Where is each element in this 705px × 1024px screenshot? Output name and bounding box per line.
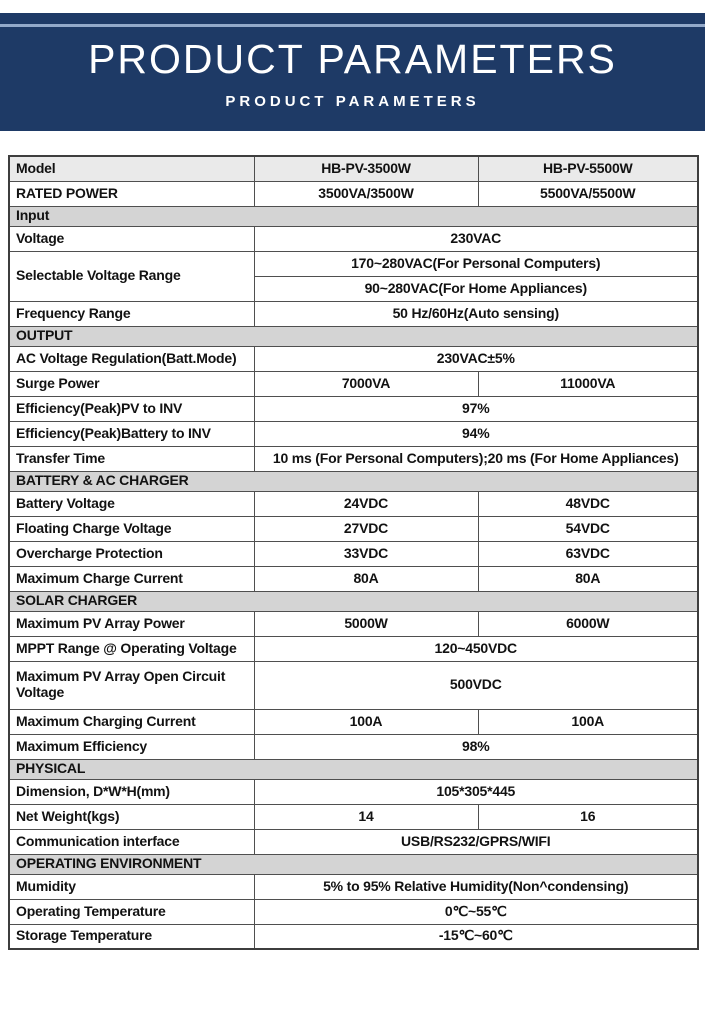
param-label: Storage Temperature	[9, 924, 254, 949]
section-row	[9, 759, 698, 779]
param-value-shared: 0℃~55℃	[254, 899, 698, 924]
param-value-model1: 3500VA/3500W	[254, 181, 478, 206]
page-title: PRODUCT PARAMETERS	[88, 36, 617, 82]
page-subtitle: PRODUCT PARAMETERS	[225, 93, 480, 110]
param-label: Maximum PV Array Open Circuit Voltage	[9, 661, 254, 709]
param-label: Surge Power	[9, 371, 254, 396]
table-row	[9, 346, 698, 371]
param-label: Model	[9, 156, 254, 181]
param-value-model1: 27VDC	[254, 516, 478, 541]
table-row	[9, 734, 698, 759]
param-value-shared: 170~280VAC(For Personal Computers)	[254, 251, 698, 276]
section-row	[9, 471, 698, 491]
table-row	[9, 611, 698, 636]
param-value-model2: 5500VA/5500W	[478, 181, 698, 206]
param-value-shared: 500VDC	[254, 661, 698, 709]
table-row	[9, 661, 698, 709]
table-row	[9, 636, 698, 661]
table-row	[9, 226, 698, 251]
table-row	[9, 301, 698, 326]
param-value-shared: 120~450VDC	[254, 636, 698, 661]
table-row	[9, 924, 698, 949]
parameters-table-body	[9, 156, 698, 949]
param-value-model1: 80A	[254, 566, 478, 591]
table-row	[9, 181, 698, 206]
banner-accent-line	[0, 24, 705, 27]
param-label: Dimension, D*W*H(mm)	[9, 779, 254, 804]
param-value-model1: HB-PV-3500W	[254, 156, 478, 181]
param-value-shared: 105*305*445	[254, 779, 698, 804]
section-header: PHYSICAL	[9, 759, 698, 779]
table-row	[9, 709, 698, 734]
table-row	[9, 541, 698, 566]
table-row	[9, 396, 698, 421]
param-label: Frequency Range	[9, 301, 254, 326]
section-row	[9, 326, 698, 346]
param-label: Efficiency(Peak)PV to INV	[9, 396, 254, 421]
section-header: Input	[9, 206, 698, 226]
param-value-shared: -15℃~60℃	[254, 924, 698, 949]
param-value-shared: 5% to 95% Relative Humidity(Non^condensing)	[254, 874, 698, 899]
param-value-model2: 54VDC	[478, 516, 698, 541]
table-row	[9, 371, 698, 396]
param-value-model2: HB-PV-5500W	[478, 156, 698, 181]
param-label: Overcharge Protection	[9, 541, 254, 566]
param-value-shared: 94%	[254, 421, 698, 446]
table-row	[9, 156, 698, 181]
param-label: Selectable Voltage Range	[9, 251, 254, 301]
param-label: Maximum Efficiency	[9, 734, 254, 759]
param-value-shared: 97%	[254, 396, 698, 421]
param-label: Battery Voltage	[9, 491, 254, 516]
param-value-model2: 6000W	[478, 611, 698, 636]
param-label: MPPT Range @ Operating Voltage	[9, 636, 254, 661]
param-label: AC Voltage Regulation(Batt.Mode)	[9, 346, 254, 371]
table-row	[9, 516, 698, 541]
section-row	[9, 206, 698, 226]
param-value-model1: 14	[254, 804, 478, 829]
parameters-table	[8, 155, 699, 950]
param-label: Maximum Charging Current	[9, 709, 254, 734]
table-row	[9, 446, 698, 471]
table-row	[9, 899, 698, 924]
param-value-model1: 100A	[254, 709, 478, 734]
section-header: OUTPUT	[9, 326, 698, 346]
table-row	[9, 566, 698, 591]
product-parameters-banner	[0, 13, 705, 131]
param-value-model2: 100A	[478, 709, 698, 734]
param-value-model2: 63VDC	[478, 541, 698, 566]
param-label: Transfer Time	[9, 446, 254, 471]
param-value-model2: 80A	[478, 566, 698, 591]
param-label: Mumidity	[9, 874, 254, 899]
param-label: Efficiency(Peak)Battery to INV	[9, 421, 254, 446]
param-value-shared: 50 Hz/60Hz(Auto sensing)	[254, 301, 698, 326]
table-row	[9, 491, 698, 516]
param-value-model2: 16	[478, 804, 698, 829]
param-value-shared: 230VAC	[254, 226, 698, 251]
section-header: BATTERY & AC CHARGER	[9, 471, 698, 491]
param-value-shared: 90~280VAC(For Home Appliances)	[254, 276, 698, 301]
param-value-model2: 48VDC	[478, 491, 698, 516]
param-label: Net Weight(kgs)	[9, 804, 254, 829]
param-value-model1: 33VDC	[254, 541, 478, 566]
param-label: Maximum PV Array Power	[9, 611, 254, 636]
param-value-model1: 5000W	[254, 611, 478, 636]
table-row	[9, 251, 698, 276]
param-value-model1: 24VDC	[254, 491, 478, 516]
section-row	[9, 854, 698, 874]
param-label: Operating Temperature	[9, 899, 254, 924]
table-row	[9, 804, 698, 829]
table-row	[9, 779, 698, 804]
param-label: Maximum Charge Current	[9, 566, 254, 591]
param-label: Communication interface	[9, 829, 254, 854]
param-label: Voltage	[9, 226, 254, 251]
param-value-shared: USB/RS232/GPRS/WIFI	[254, 829, 698, 854]
section-header: SOLAR CHARGER	[9, 591, 698, 611]
section-header: OPERATING ENVIRONMENT	[9, 854, 698, 874]
param-value-shared: 98%	[254, 734, 698, 759]
table-row	[9, 874, 698, 899]
param-value-shared: 10 ms (For Personal Computers);20 ms (For Home Appliances)	[254, 446, 698, 471]
param-value-shared: 230VAC±5%	[254, 346, 698, 371]
table-row	[9, 421, 698, 446]
param-label: RATED POWER	[9, 181, 254, 206]
table-row	[9, 829, 698, 854]
param-value-model2: 11000VA	[478, 371, 698, 396]
param-value-model1: 7000VA	[254, 371, 478, 396]
param-label: Floating Charge Voltage	[9, 516, 254, 541]
section-row	[9, 591, 698, 611]
